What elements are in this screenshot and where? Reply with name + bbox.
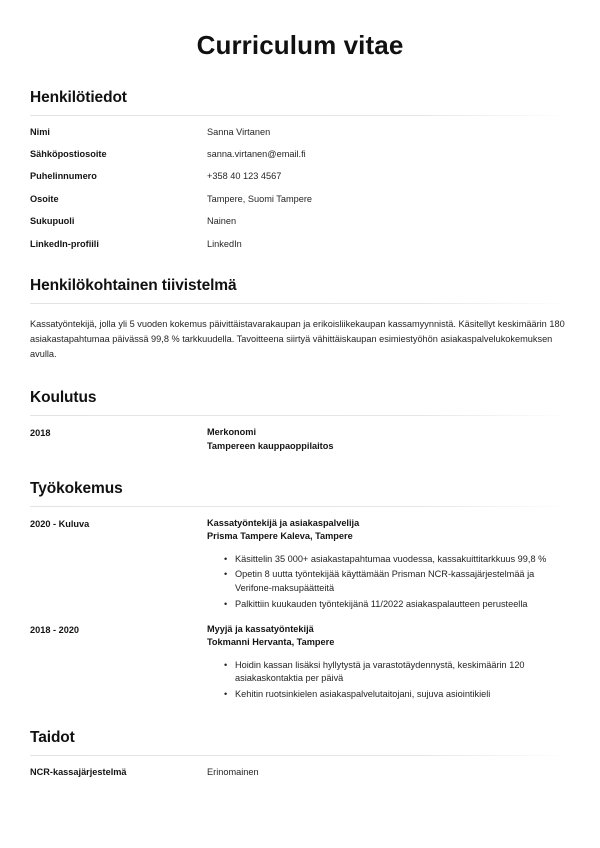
experience-entry-date: 2020 - Kuluva bbox=[30, 519, 90, 529]
section-heading-personal-summary: Henkilökohtainen tiivistelmä bbox=[30, 277, 237, 295]
section-divider bbox=[30, 415, 570, 416]
detail-label: LinkedIn-profiili bbox=[30, 238, 99, 249]
education-entry-institution: Tampereen kauppaoppilaitos bbox=[207, 440, 334, 451]
skill-row bbox=[30, 766, 570, 778]
detail-value: +358 40 123 4567 bbox=[207, 171, 282, 182]
list-item-text: Palkittiin kuukauden työntekijänä 11/2022 asiakaspalautteen perusteella bbox=[235, 599, 528, 610]
section-divider bbox=[30, 506, 570, 507]
list-item bbox=[224, 688, 570, 702]
linkedin-profile-value[interactable]: LinkedIn bbox=[207, 238, 242, 249]
list-item bbox=[224, 659, 570, 687]
personal-details-list bbox=[30, 126, 570, 251]
list-item bbox=[224, 568, 570, 596]
list-item-text: Käsittelin 35 000+ asiakastapahtumaa vuodessa, kassakuittitarkkuus 99,8 % bbox=[235, 553, 547, 564]
bullet-icon: • bbox=[224, 659, 228, 670]
detail-value: sanna.virtanen@email.fi bbox=[207, 149, 306, 160]
bullet-icon: • bbox=[224, 553, 228, 564]
section-heading-education: Koulutus bbox=[30, 389, 97, 407]
list-item bbox=[224, 553, 570, 567]
experience-entry-date: 2018 - 2020 bbox=[30, 624, 80, 635]
detail-label: Sukupuoli bbox=[30, 216, 75, 227]
detail-value: Nainen bbox=[207, 216, 237, 227]
page-title: Curriculum vitae bbox=[196, 30, 404, 60]
experience-entry-role: Kassatyöntekijä ja asiakaspalvelija bbox=[207, 518, 360, 528]
experience-entry-employer: Prisma Tampere Kaleva, Tampere bbox=[207, 531, 353, 542]
section-work-experience bbox=[30, 479, 570, 702]
section-divider bbox=[30, 303, 570, 304]
experience-bullet-list bbox=[207, 553, 570, 612]
detail-row bbox=[30, 238, 570, 250]
section-divider bbox=[30, 755, 570, 756]
detail-value: Tampere, Suomi Tampere bbox=[207, 193, 313, 204]
list-item-text: Opetin 8 uutta työntekijää käyttämään Prisman NCR-kassajärjestelmää ja Verifone-maksupäätteitä bbox=[235, 569, 535, 594]
experience-entry-employer: Tokmanni Hervanta, Tampere bbox=[207, 637, 335, 648]
skill-name: NCR-kassajärjestelmä bbox=[30, 767, 127, 778]
detail-label: Puhelinnumero bbox=[30, 171, 97, 182]
detail-label: Osoite bbox=[30, 193, 59, 204]
education-entry-degree: Merkonomi bbox=[207, 427, 257, 438]
detail-row bbox=[30, 215, 570, 227]
education-entry-body bbox=[207, 426, 570, 453]
bullet-icon: • bbox=[224, 599, 228, 610]
education-entry bbox=[30, 426, 570, 453]
detail-row bbox=[30, 170, 570, 182]
section-heading-skills: Taidot bbox=[30, 728, 75, 746]
section-education bbox=[30, 388, 570, 453]
detail-label: Sähköpostiosoite bbox=[30, 149, 107, 160]
experience-entry bbox=[30, 623, 570, 702]
education-entry-date: 2018 bbox=[30, 428, 51, 439]
bullet-icon: • bbox=[224, 569, 228, 580]
section-heading-personal-details: Henkilötiedot bbox=[30, 88, 127, 106]
list-item-text: Kehitin ruotsinkielen asiakaspalvelutaitojani, sujuva asiointikieli bbox=[235, 689, 491, 700]
bullet-icon: • bbox=[224, 689, 228, 700]
experience-bullet-list bbox=[207, 659, 570, 702]
summary-paragraph: Kassatyöntekijä, jolla yli 5 vuoden kokemus päivittäistavarakaupan ja erikoisliikekaupan kassamyynnistä. Käsitellyt keskimäärin 180 asiakastapahtumaa päivässä 99,8 % tarkkuudella. Tavoitteena siirtyä vähittäiskaupan esimiestyöhön asiakaspalvelukokemuksen avulla. bbox=[30, 319, 565, 360]
section-personal-details bbox=[30, 88, 570, 251]
experience-entry-role: Myyjä ja kassatyöntekijä bbox=[207, 623, 314, 634]
experience-entry-body bbox=[207, 517, 570, 612]
section-skills bbox=[30, 728, 570, 779]
detail-label: Nimi bbox=[30, 126, 50, 137]
list-item-text: Hoidin kassan lisäksi hyllytystä ja varastotäydennystä, keskimäärin 120 asiakaskontaktia per päivä bbox=[235, 659, 525, 684]
section-heading-work-experience: Työkokemus bbox=[30, 479, 123, 497]
skill-level: Erinomainen bbox=[207, 767, 259, 778]
list-item bbox=[224, 598, 570, 612]
detail-row bbox=[30, 148, 570, 160]
detail-row bbox=[30, 193, 570, 205]
detail-row bbox=[30, 126, 570, 138]
section-divider bbox=[30, 115, 570, 116]
experience-entry-body bbox=[207, 623, 570, 702]
experience-entry bbox=[30, 517, 570, 612]
section-personal-summary bbox=[30, 276, 570, 362]
detail-value: Sanna Virtanen bbox=[207, 126, 271, 137]
